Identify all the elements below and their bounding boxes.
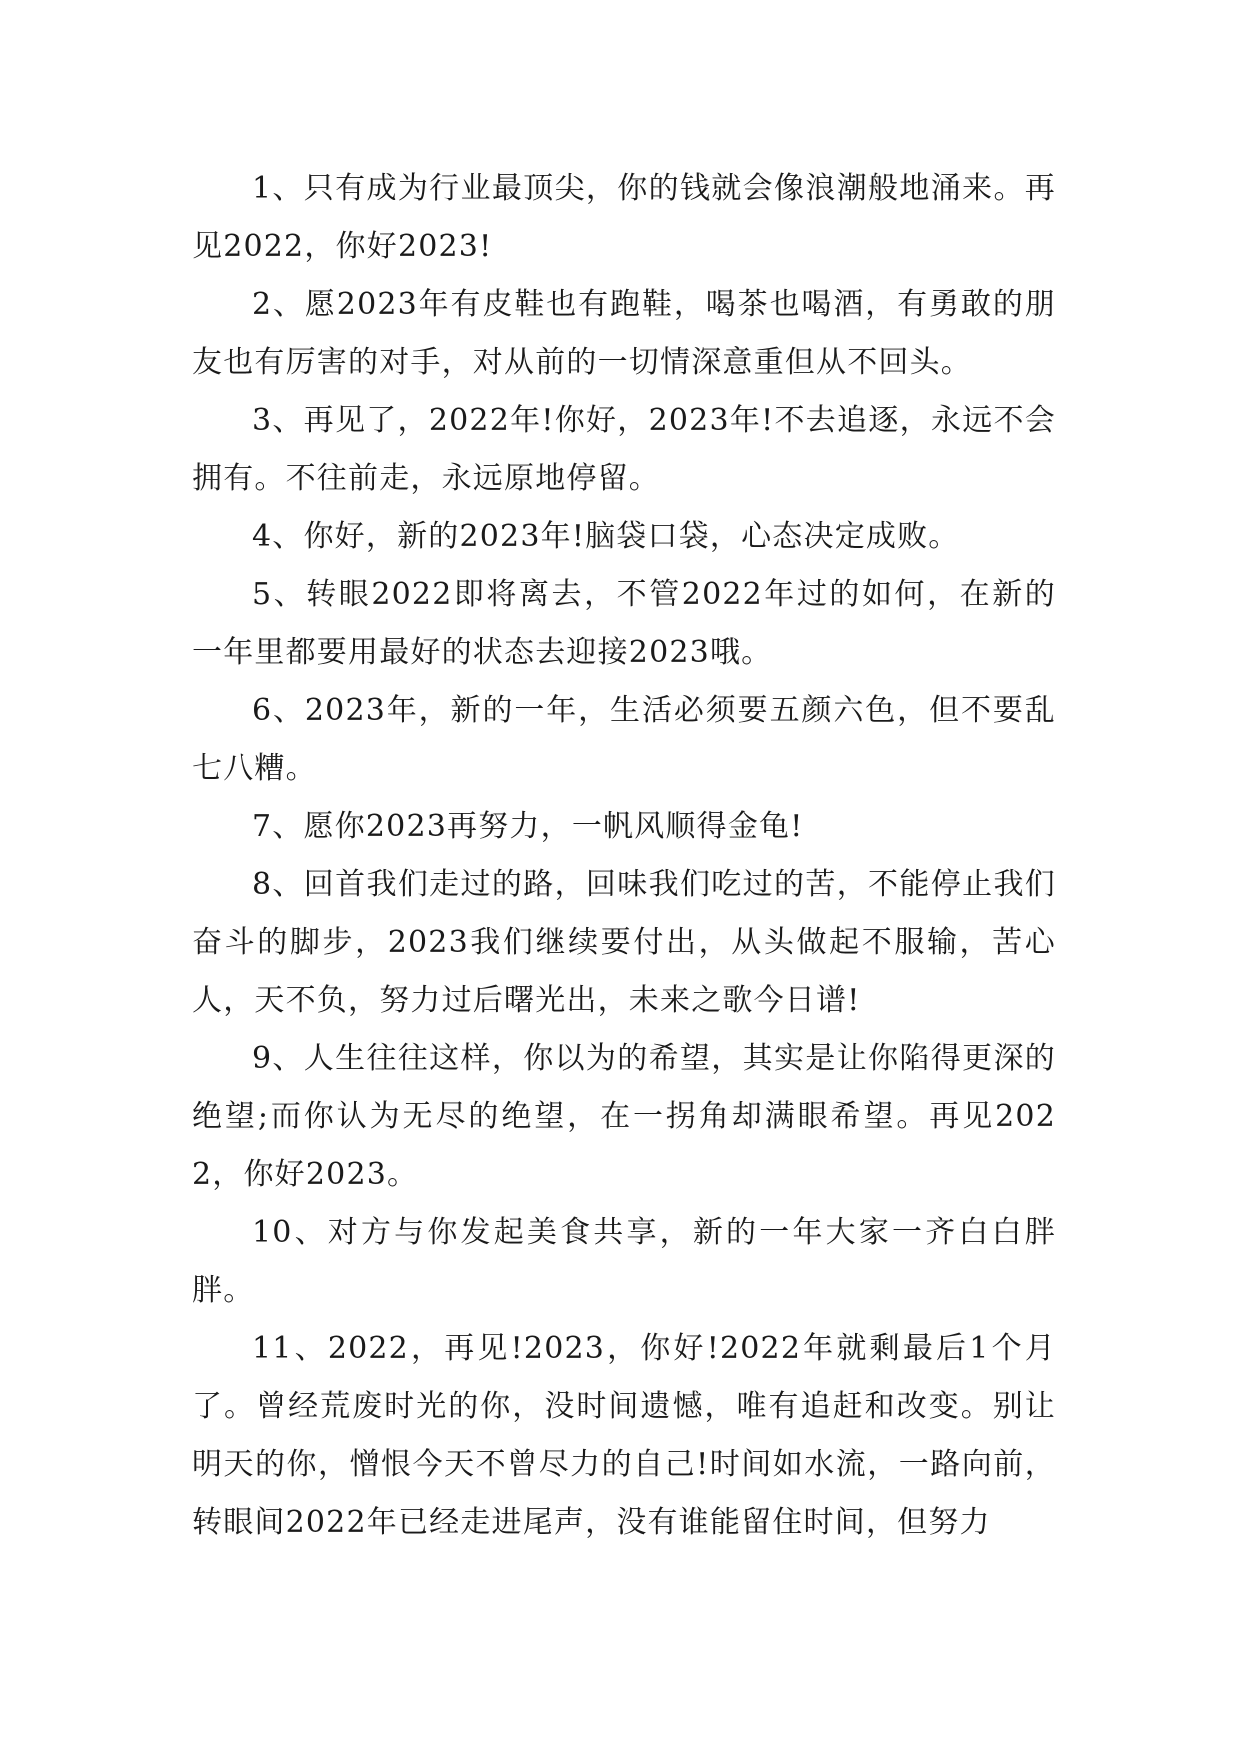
paragraph-9: 9、人生往往这样，你以为的希望，其实是让你陷得更深的绝望;而你认为无尽的绝望，在一拐角却满眼希望。再见2022，你好2023。: [192, 1041, 1056, 1192]
paragraph-6: 6、2023年，新的一年，生活必须要五颜六色，但不要乱七八糟。: [192, 693, 1056, 786]
paragraph-10: 10、对方与你发起美食共享，新的一年大家一齐白白胖胖。: [192, 1215, 1056, 1308]
document-body: [192, 160, 1056, 1552]
paragraph-11: 11、2022，再见!2023，你好!2022年就剩最后1个月了。曾经荒废时光的你，没时间遗憾，唯有追赶和改变。别让明天的你，憎恨今天不曾尽力的自己!时间如水流，一路向前，转眼间2022年已经走进尾声，没有谁能留住时间，但努力: [192, 1331, 1056, 1540]
paragraph-7: 7、愿你2023再努力，一帆风顺得金龟!: [252, 809, 804, 844]
paragraph-4: 4、你好，新的2023年!脑袋口袋，心态决定成败。: [252, 519, 960, 554]
paragraph-8: 8、回首我们走过的路，回味我们吃过的苦，不能停止我们奋斗的脚步，2023我们继续要付出，从头做起不服输，苦心人，天不负，努力过后曙光出，未来之歌今日谱!: [192, 867, 1056, 1018]
paragraph-1: 1、只有成为行业最顶尖，你的钱就会像浪潮般地涌来。再见2022，你好2023!: [192, 171, 1056, 264]
paragraph-3: 3、再见了，2022年!你好，2023年!不去追逐，永远不会拥有。不往前走，永远原地停留。: [192, 403, 1056, 496]
paragraph-2: 2、愿2023年有皮鞋也有跑鞋，喝茶也喝酒，有勇敢的朋友也有厉害的对手，对从前的一切情深意重但从不回头。: [192, 287, 1056, 380]
paragraph-5: 5、转眼2022即将离去，不管2022年过的如何，在新的一年里都要用最好的状态去迎接2023哦。: [192, 577, 1056, 670]
